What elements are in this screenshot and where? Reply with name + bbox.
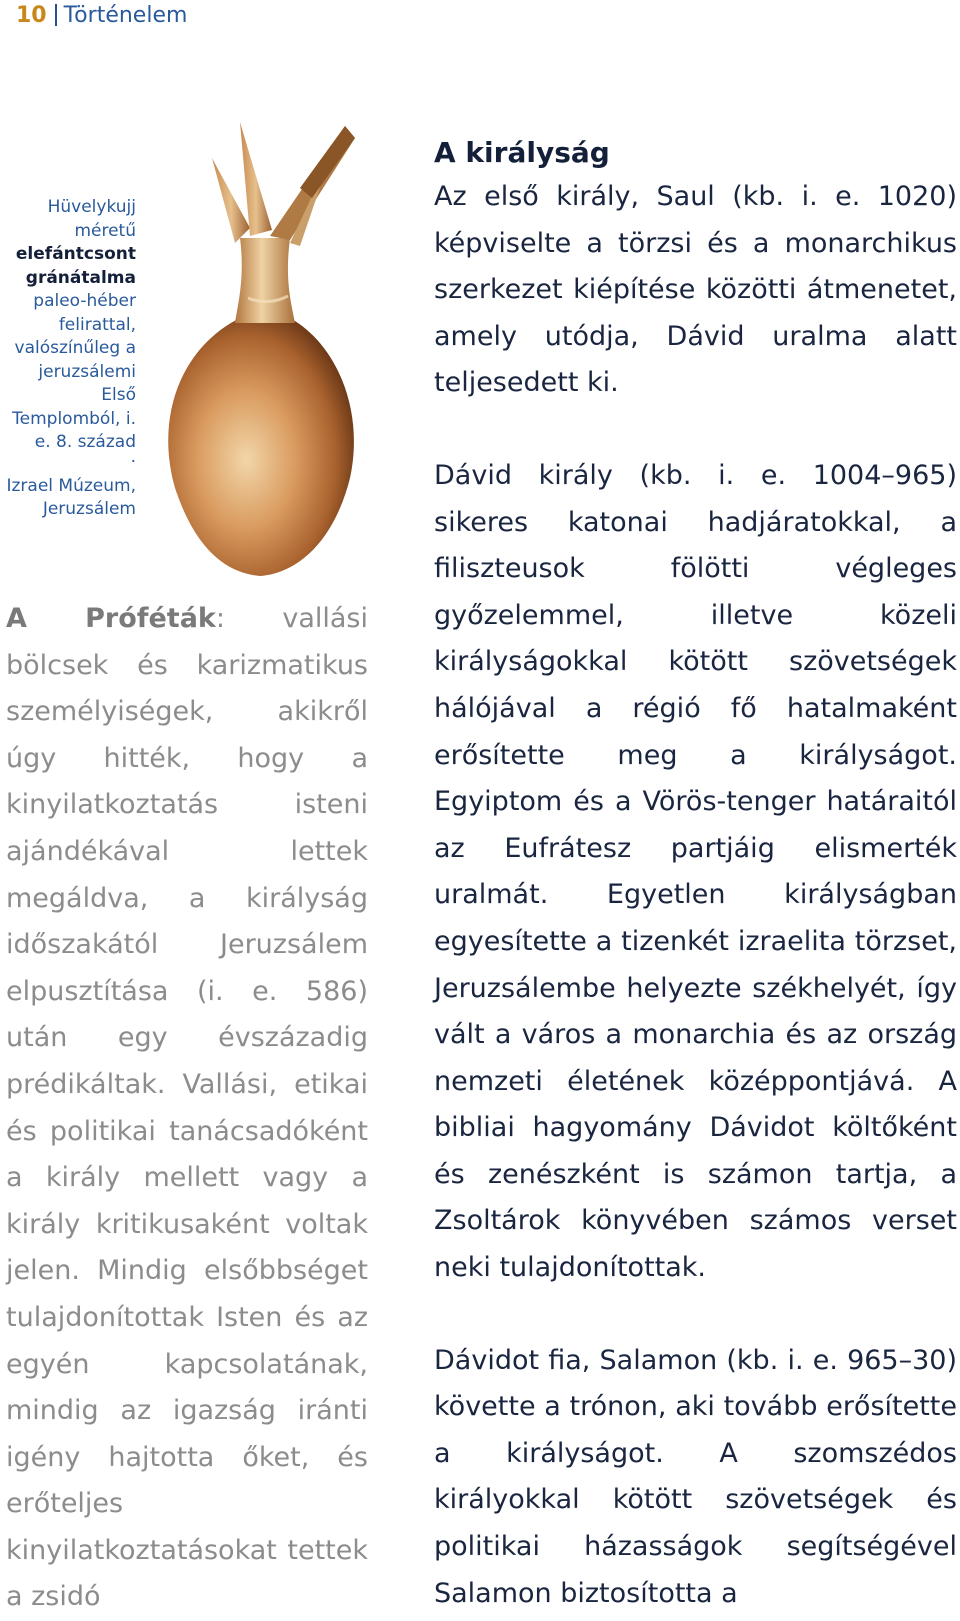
image-caption: [4, 196, 136, 522]
paragraph-solomon: Dávidot fia, Salamon (kb. i. e. 965–30) követte a trónon, aki tovább erősítette a királyságot. A szomszédos királyokkal kötött szövetségek és politikai házasságok segítségével Salamon biztosította a: [434, 1344, 957, 1609]
caption-separator: ·: [130, 451, 136, 472]
section-title: Történelem: [63, 2, 188, 28]
page-header: [16, 2, 187, 28]
main-column: [434, 132, 957, 1617]
section-heading: A királyság: [434, 136, 610, 169]
page-number: 10: [16, 2, 47, 28]
caption-object: elefántcsont gránátalma: [15, 244, 136, 288]
sidebar-term: A Próféták: [6, 603, 216, 634]
ivory-pomegranate-image: [140, 118, 390, 588]
caption-intro: Hüvelykujj méretű: [47, 197, 136, 241]
sidebar-text: : vallási bölcsek és karizmatikus személyiségek, akikről úgy hitték, hogy a kinyilatkoztatás isteni ajándékával lettek megáldva, a királyság időszakától Jeruzsálem elpusztítása (i. e. 586) után egy évszázadig prédikáltak. Vallási, etikai és politikai tanácsadóként a király mellett vagy a király kritikusaként voltak jelen. Mindig elsőbbséget tulajdonítottak Isten és az egyén kapcsolatának, mindig az igazság iránti igény hajtotta őket, és erőteljes kinyilatkoztatásokat tettek a zsidó: [6, 603, 368, 1613]
paragraph-david: Dávid király (kb. i. e. 1004–965) sikeres katonai hadjáratokkal, a filiszteusok fölötti végleges győzelemmel, illetve közeli királyságokkal kötött szövetségek hálójával a régió fő hatalmaként erősítette meg a királyságot. Egyiptom és a Vörös-tenger határaitól az Eufrátesz partjáig elismerték uralmát. Egyetlen királyságban egyesítette a tizenkét izraelita törzset, Jeruzsálembe helyezte székhelyét, így vált a város a monarchia és az ország nemzeti életének középpontjává. A bibliai hagyomány Dávidot költőként és zenészként is számon tartja, a Zsoltárok könyvében számos verset neki tulajdonítottak.: [434, 459, 957, 1284]
caption-location: Izrael Múzeum, Jeruzsálem: [6, 475, 136, 519]
paragraph-saul: Az első király, Saul (kb. i. e. 1020) képviselte a törzsi és a monarchikus szerkezet kiépítése közötti átmenetet, amely utódja, Dávid uralma alatt teljesedett ki.: [434, 181, 957, 399]
prophets-sidebar: [6, 596, 368, 1621]
caption-details: paleo-héber felirattal, valószínűleg a jeruzsálemi Első Templomból, i. e. 8. század: [12, 291, 136, 452]
paragraph-gap: [434, 407, 957, 453]
header-divider: [55, 4, 57, 26]
paragraph-gap: [434, 1292, 957, 1338]
